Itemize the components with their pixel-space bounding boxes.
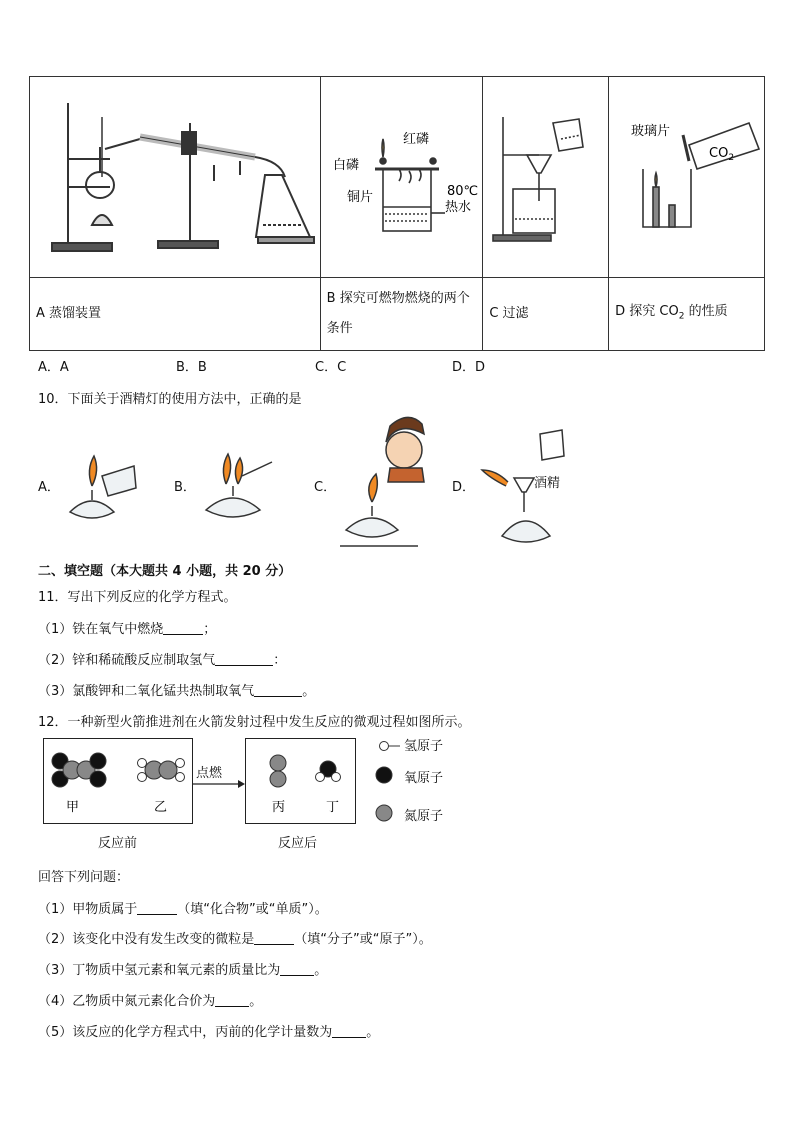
answer-blank[interactable] bbox=[137, 900, 177, 915]
q9-option-c[interactable]: C．C bbox=[315, 360, 347, 375]
answer-blank[interactable] bbox=[254, 930, 294, 945]
reaction-arrow bbox=[192, 778, 246, 790]
combustion-figure-cell bbox=[320, 77, 483, 278]
distillation-figure-cell bbox=[30, 77, 321, 278]
caption-a: A 蒸馏装置 bbox=[30, 278, 321, 351]
q9-option-d[interactable]: D．D bbox=[452, 360, 486, 375]
label-bing: 丙 bbox=[272, 800, 286, 815]
q11-item-2: （2）锌和稀硫酸反应制取氢气 ： bbox=[38, 653, 287, 668]
q10-letter-b[interactable]: B． bbox=[174, 480, 196, 495]
after-caption: 反应后 bbox=[278, 836, 318, 851]
q11-item-1: （1）铁在氧气中燃烧 ； bbox=[38, 622, 217, 637]
q10-figure-a bbox=[62, 440, 152, 530]
filtration-figure bbox=[483, 77, 607, 273]
before-molecules bbox=[44, 739, 192, 823]
q10-figure-b bbox=[198, 440, 288, 530]
q12-item-4: （4）乙物质中氮元素化合价为 。 bbox=[38, 994, 263, 1009]
q10-letter-a[interactable]: A． bbox=[38, 480, 60, 495]
before-reaction-box bbox=[43, 738, 193, 824]
caption-c: C 过滤 bbox=[483, 278, 609, 351]
combustion-conditions-figure bbox=[321, 77, 481, 273]
label-jia: 甲 bbox=[66, 800, 80, 815]
section-two-heading: 二、填空题（本大题共 4 小题，共 20 分） bbox=[38, 564, 292, 579]
co2-bottle-label: $CO_2$ bbox=[709, 146, 735, 163]
q12-item-2: （2）该变化中没有发生改变的微粒是 （填“分子”或“原子”）。 bbox=[38, 932, 432, 947]
hot-water-label: 热水 bbox=[444, 200, 471, 215]
glass-sheet-label: 玻璃片 bbox=[631, 124, 671, 139]
after-molecules bbox=[246, 739, 355, 823]
answer-blank[interactable] bbox=[254, 682, 302, 697]
red-phosphorus-label: 红磷 bbox=[402, 132, 429, 147]
answer-blank[interactable] bbox=[215, 992, 249, 1007]
answer-blank[interactable] bbox=[332, 1023, 366, 1038]
temperature-label: 80℃ bbox=[446, 184, 478, 199]
q11-stem: 11．写出下列反应的化学方程式。 bbox=[38, 590, 237, 605]
co2-figure-cell bbox=[609, 77, 765, 278]
label-ding: 丁 bbox=[326, 800, 340, 815]
alcohol-label: 酒精 bbox=[534, 476, 561, 491]
q10-letter-c[interactable]: C． bbox=[314, 480, 337, 495]
after-reaction-box bbox=[245, 738, 356, 824]
legend-hydrogen: 氢原子 bbox=[404, 739, 444, 754]
q12-item-3: （3）丁物质中氢元素和氧元素的质量比为 。 bbox=[38, 963, 328, 978]
filtration-figure-cell bbox=[483, 77, 609, 278]
caption-b: B 探究可燃物燃烧的两个条件 bbox=[320, 278, 483, 351]
q10-figure-c bbox=[338, 412, 438, 550]
q9-option-b[interactable]: B．B bbox=[176, 360, 207, 375]
co2-properties-figure bbox=[609, 77, 763, 273]
distillation-apparatus-figure bbox=[30, 77, 318, 273]
q9-options bbox=[38, 356, 538, 374]
q10-stem: 10．下面关于酒精灯的使用方法中，正确的是 bbox=[38, 392, 302, 407]
label-yi: 乙 bbox=[154, 800, 168, 815]
answer-blank[interactable] bbox=[163, 620, 203, 635]
white-phosphorus-label: 白磷 bbox=[332, 158, 359, 173]
ignite-label: 点燃 bbox=[196, 766, 223, 781]
q12-prompt: 回答下列问题： bbox=[38, 870, 130, 885]
copper-sheet-label: 铜片 bbox=[346, 190, 373, 205]
q9-option-a[interactable]: A．A bbox=[38, 360, 69, 375]
q12-stem: 12．一种新型火箭推进剂在火箭发射过程中发生反应的微观过程如图所示。 bbox=[38, 715, 471, 730]
legend-nitrogen: 氮原子 bbox=[404, 809, 444, 824]
answer-blank[interactable] bbox=[215, 651, 273, 666]
before-caption: 反应前 bbox=[98, 836, 138, 851]
q10-letter-d[interactable]: D． bbox=[452, 480, 476, 495]
q12-item-1: （1）甲物质属于 （填“化合物”或“单质”）。 bbox=[38, 902, 328, 917]
q11-item-3: （3）氯酸钾和二氧化锰共热制取氧气 。 bbox=[38, 684, 316, 699]
experiment-table bbox=[29, 76, 765, 351]
q12-item-5: （5）该反应的化学方程式中，丙前的化学计量数为 。 bbox=[38, 1025, 380, 1040]
answer-blank[interactable] bbox=[280, 961, 314, 976]
caption-d: D 探究 $CO_2$ 的性质 bbox=[609, 278, 765, 351]
legend-oxygen: 氧原子 bbox=[404, 771, 444, 786]
